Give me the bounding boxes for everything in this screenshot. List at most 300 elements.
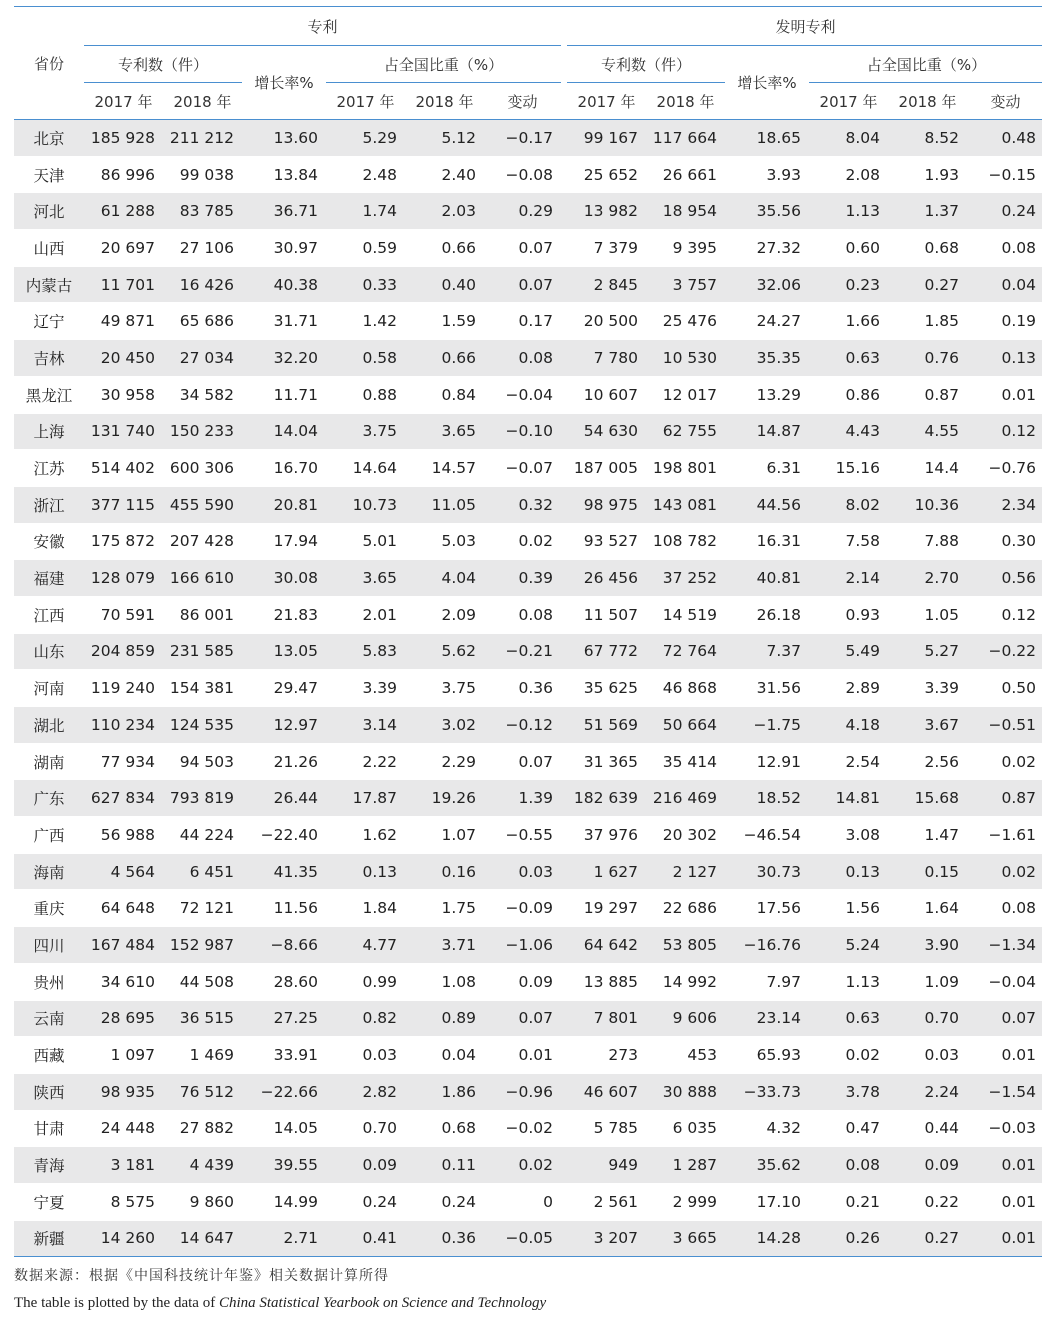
cell-share-change: −0.02 bbox=[484, 1110, 561, 1147]
cell-share-change: 0.08 bbox=[484, 596, 561, 633]
cell-share-2017: 0.99 bbox=[326, 963, 405, 1000]
cell-province: 河南 bbox=[14, 670, 84, 707]
cell-count-2017: 167 484 bbox=[84, 927, 163, 964]
cell-inv-growth: 31.56 bbox=[725, 670, 809, 707]
cell-count-2017: 204 859 bbox=[84, 633, 163, 670]
cell-inv-share-2017: 4.43 bbox=[809, 413, 888, 450]
cell-count-2017: 128 079 bbox=[84, 560, 163, 597]
cell-inv-share-change: 0.13 bbox=[967, 340, 1042, 377]
cell-inv-share-change: 0.01 bbox=[967, 1183, 1042, 1220]
cell-inv-growth: 35.35 bbox=[725, 340, 809, 377]
table-row bbox=[14, 523, 1042, 560]
cell-inv-share-2017: 0.23 bbox=[809, 266, 888, 303]
cell-share-2018: 2.03 bbox=[405, 193, 484, 230]
header-inv-growth: 增长率% bbox=[725, 46, 809, 120]
cell-province: 内蒙古 bbox=[14, 266, 84, 303]
cell-count-2017: 56 988 bbox=[84, 817, 163, 854]
cell-share-2018: 0.89 bbox=[405, 1000, 484, 1037]
cell-inv-share-change: 0.19 bbox=[967, 303, 1042, 340]
cell-share-2018: 1.08 bbox=[405, 963, 484, 1000]
table-row bbox=[14, 120, 1042, 157]
cell-inv-growth: 7.37 bbox=[725, 633, 809, 670]
cell-province: 山东 bbox=[14, 633, 84, 670]
cell-inv-share-change: −0.51 bbox=[967, 707, 1042, 744]
cell-inv-count-2018: 18 954 bbox=[646, 193, 725, 230]
cell-share-2017: 14.64 bbox=[326, 450, 405, 487]
cell-share-2018: 2.40 bbox=[405, 156, 484, 193]
cell-count-2018: 793 819 bbox=[163, 780, 242, 817]
cell-inv-share-2017: 2.14 bbox=[809, 560, 888, 597]
cell-inv-share-2017: 2.08 bbox=[809, 156, 888, 193]
cell-share-2018: 1.07 bbox=[405, 817, 484, 854]
cell-growth: 27.25 bbox=[242, 1000, 326, 1037]
cell-count-2017: 30 958 bbox=[84, 376, 163, 413]
cell-count-2017: 14 260 bbox=[84, 1220, 163, 1257]
cell-inv-share-2017: 0.26 bbox=[809, 1220, 888, 1257]
table-row bbox=[14, 707, 1042, 744]
cell-share-change: 0.17 bbox=[484, 303, 561, 340]
cell-province: 天津 bbox=[14, 156, 84, 193]
table-row bbox=[14, 376, 1042, 413]
cell-inv-count-2018: 216 469 bbox=[646, 780, 725, 817]
cell-inv-share-2017: 14.81 bbox=[809, 780, 888, 817]
cell-inv-share-2017: 8.02 bbox=[809, 486, 888, 523]
cell-growth: 33.91 bbox=[242, 1037, 326, 1074]
cell-inv-count-2017: 46 607 bbox=[567, 1073, 646, 1110]
cell-inv-share-2018: 1.93 bbox=[888, 156, 967, 193]
cell-inv-count-2018: 30 888 bbox=[646, 1073, 725, 1110]
patent-table bbox=[14, 6, 1042, 1257]
cell-inv-count-2018: 37 252 bbox=[646, 560, 725, 597]
header-change: 变动 bbox=[484, 83, 561, 120]
cell-inv-share-2017: 5.49 bbox=[809, 633, 888, 670]
cell-share-change: −0.55 bbox=[484, 817, 561, 854]
cell-share-2018: 0.11 bbox=[405, 1147, 484, 1184]
cell-share-2017: 3.75 bbox=[326, 413, 405, 450]
cell-inv-share-2018: 3.67 bbox=[888, 707, 967, 744]
header-inv-share-2017: 2017 年 bbox=[809, 83, 888, 120]
cell-province: 浙江 bbox=[14, 486, 84, 523]
cell-count-2017: 77 934 bbox=[84, 743, 163, 780]
cell-inv-count-2017: 51 569 bbox=[567, 707, 646, 744]
cell-inv-share-2018: 1.64 bbox=[888, 890, 967, 927]
cell-share-change: −0.17 bbox=[484, 120, 561, 157]
cell-share-2017: 5.83 bbox=[326, 633, 405, 670]
cell-inv-growth: 65.93 bbox=[725, 1037, 809, 1074]
cell-share-change: 0.36 bbox=[484, 670, 561, 707]
cell-share-2017: 0.41 bbox=[326, 1220, 405, 1257]
cell-growth: 41.35 bbox=[242, 853, 326, 890]
cell-share-2017: 0.58 bbox=[326, 340, 405, 377]
cell-count-2018: 124 535 bbox=[163, 707, 242, 744]
cell-count-2017: 70 591 bbox=[84, 596, 163, 633]
cell-inv-count-2017: 7 801 bbox=[567, 1000, 646, 1037]
cell-inv-count-2017: 19 297 bbox=[567, 890, 646, 927]
cell-inv-share-change: −1.34 bbox=[967, 927, 1042, 964]
cell-inv-share-change: −1.61 bbox=[967, 817, 1042, 854]
cell-inv-share-2018: 1.85 bbox=[888, 303, 967, 340]
cell-inv-share-2017: 1.66 bbox=[809, 303, 888, 340]
cell-share-2017: 2.01 bbox=[326, 596, 405, 633]
cell-share-2018: 5.62 bbox=[405, 633, 484, 670]
cell-inv-count-2018: 62 755 bbox=[646, 413, 725, 450]
cell-inv-growth: 12.91 bbox=[725, 743, 809, 780]
cell-share-2018: 0.84 bbox=[405, 376, 484, 413]
cell-share-change: 0.09 bbox=[484, 963, 561, 1000]
cell-province: 福建 bbox=[14, 560, 84, 597]
cell-share-2017: 1.62 bbox=[326, 817, 405, 854]
cell-count-2018: 207 428 bbox=[163, 523, 242, 560]
table-row bbox=[14, 1000, 1042, 1037]
cell-growth: 11.56 bbox=[242, 890, 326, 927]
cell-inv-count-2018: 143 081 bbox=[646, 486, 725, 523]
header-growth: 增长率% bbox=[242, 46, 326, 120]
cell-count-2018: 16 426 bbox=[163, 266, 242, 303]
cell-province: 辽宁 bbox=[14, 303, 84, 340]
cell-share-2017: 0.70 bbox=[326, 1110, 405, 1147]
cell-inv-count-2018: 453 bbox=[646, 1037, 725, 1074]
cell-inv-count-2017: 31 365 bbox=[567, 743, 646, 780]
cell-share-2017: 5.01 bbox=[326, 523, 405, 560]
cell-province: 广西 bbox=[14, 817, 84, 854]
cell-share-change: 0.01 bbox=[484, 1037, 561, 1074]
cell-inv-count-2018: 53 805 bbox=[646, 927, 725, 964]
table-row bbox=[14, 890, 1042, 927]
table-row bbox=[14, 743, 1042, 780]
cell-inv-count-2018: 25 476 bbox=[646, 303, 725, 340]
cell-share-change: 1.39 bbox=[484, 780, 561, 817]
cell-count-2018: 36 515 bbox=[163, 1000, 242, 1037]
cell-inv-share-2017: 0.60 bbox=[809, 230, 888, 267]
cell-inv-share-change: 0.12 bbox=[967, 596, 1042, 633]
cell-share-change: 0.02 bbox=[484, 523, 561, 560]
cell-inv-count-2018: 72 764 bbox=[646, 633, 725, 670]
cell-inv-growth: −46.54 bbox=[725, 817, 809, 854]
cell-inv-share-2018: 1.09 bbox=[888, 963, 967, 1000]
cell-inv-share-2018: 2.24 bbox=[888, 1073, 967, 1110]
cell-count-2017: 627 834 bbox=[84, 780, 163, 817]
table-row bbox=[14, 266, 1042, 303]
table-container bbox=[14, 6, 1037, 1312]
cell-inv-share-2017: 0.63 bbox=[809, 340, 888, 377]
cell-share-2017: 4.77 bbox=[326, 927, 405, 964]
cell-inv-count-2017: 2 561 bbox=[567, 1183, 646, 1220]
cell-inv-share-2018: 10.36 bbox=[888, 486, 967, 523]
cell-growth: 17.94 bbox=[242, 523, 326, 560]
cell-inv-share-2017: 8.04 bbox=[809, 120, 888, 157]
cell-inv-share-change: −0.03 bbox=[967, 1110, 1042, 1147]
cell-inv-growth: 13.29 bbox=[725, 376, 809, 413]
cell-share-2018: 11.05 bbox=[405, 486, 484, 523]
cell-inv-count-2017: 98 975 bbox=[567, 486, 646, 523]
table-row bbox=[14, 193, 1042, 230]
cell-inv-growth: 32.06 bbox=[725, 266, 809, 303]
cell-inv-count-2017: 93 527 bbox=[567, 523, 646, 560]
cell-share-2017: 1.84 bbox=[326, 890, 405, 927]
cell-inv-growth: 17.10 bbox=[725, 1183, 809, 1220]
cell-share-change: 0.03 bbox=[484, 853, 561, 890]
cell-count-2018: 44 224 bbox=[163, 817, 242, 854]
cell-share-change: −0.12 bbox=[484, 707, 561, 744]
cell-inv-share-2018: 1.37 bbox=[888, 193, 967, 230]
cell-province: 吉林 bbox=[14, 340, 84, 377]
cell-inv-count-2017: 273 bbox=[567, 1037, 646, 1074]
cell-inv-share-change: −0.76 bbox=[967, 450, 1042, 487]
cell-share-2017: 5.29 bbox=[326, 120, 405, 157]
cell-inv-count-2018: 14 992 bbox=[646, 963, 725, 1000]
cell-inv-share-change: 0.07 bbox=[967, 1000, 1042, 1037]
cell-growth: 40.38 bbox=[242, 266, 326, 303]
cell-share-2017: 0.03 bbox=[326, 1037, 405, 1074]
cell-province: 青海 bbox=[14, 1147, 84, 1184]
cell-inv-share-2017: 7.58 bbox=[809, 523, 888, 560]
cell-count-2017: 11 701 bbox=[84, 266, 163, 303]
cell-inv-share-change: 0.50 bbox=[967, 670, 1042, 707]
cell-inv-count-2017: 54 630 bbox=[567, 413, 646, 450]
cell-inv-share-change: 0.01 bbox=[967, 1037, 1042, 1074]
cell-share-2017: 0.88 bbox=[326, 376, 405, 413]
cell-inv-count-2018: 50 664 bbox=[646, 707, 725, 744]
header-share-2017: 2017 年 bbox=[326, 83, 405, 120]
cell-growth: 32.20 bbox=[242, 340, 326, 377]
cell-count-2017: 514 402 bbox=[84, 450, 163, 487]
cell-inv-growth: 16.31 bbox=[725, 523, 809, 560]
cell-share-2017: 0.24 bbox=[326, 1183, 405, 1220]
cell-count-2018: 44 508 bbox=[163, 963, 242, 1000]
cell-inv-share-2018: 5.27 bbox=[888, 633, 967, 670]
cell-inv-count-2017: 37 976 bbox=[567, 817, 646, 854]
cell-inv-count-2018: 35 414 bbox=[646, 743, 725, 780]
header-inv-2018: 2018 年 bbox=[646, 83, 725, 120]
cell-share-2017: 10.73 bbox=[326, 486, 405, 523]
cell-inv-count-2018: 2 127 bbox=[646, 853, 725, 890]
cell-inv-growth: −1.75 bbox=[725, 707, 809, 744]
cell-growth: 21.83 bbox=[242, 596, 326, 633]
cell-share-2017: 3.65 bbox=[326, 560, 405, 597]
cell-inv-growth: 18.52 bbox=[725, 780, 809, 817]
cell-inv-share-2018: 0.27 bbox=[888, 266, 967, 303]
cell-province: 江苏 bbox=[14, 450, 84, 487]
cell-count-2017: 3 181 bbox=[84, 1147, 163, 1184]
cell-inv-growth: 4.32 bbox=[725, 1110, 809, 1147]
cell-inv-share-2017: 0.93 bbox=[809, 596, 888, 633]
cell-inv-share-2018: 0.09 bbox=[888, 1147, 967, 1184]
cell-share-change: 0.02 bbox=[484, 1147, 561, 1184]
cell-inv-growth: 6.31 bbox=[725, 450, 809, 487]
cell-count-2018: 6 451 bbox=[163, 853, 242, 890]
cell-inv-count-2017: 7 780 bbox=[567, 340, 646, 377]
cell-inv-count-2018: 46 868 bbox=[646, 670, 725, 707]
cell-count-2017: 28 695 bbox=[84, 1000, 163, 1037]
table-row bbox=[14, 340, 1042, 377]
cell-growth: −8.66 bbox=[242, 927, 326, 964]
cell-growth: 28.60 bbox=[242, 963, 326, 1000]
table-row bbox=[14, 780, 1042, 817]
cell-count-2018: 4 439 bbox=[163, 1147, 242, 1184]
cell-growth: 26.44 bbox=[242, 780, 326, 817]
cell-inv-count-2018: 12 017 bbox=[646, 376, 725, 413]
cell-count-2018: 99 038 bbox=[163, 156, 242, 193]
cell-inv-growth: 23.14 bbox=[725, 1000, 809, 1037]
cell-inv-share-2017: 0.08 bbox=[809, 1147, 888, 1184]
cell-inv-growth: 17.56 bbox=[725, 890, 809, 927]
cell-growth: 2.71 bbox=[242, 1220, 326, 1257]
cell-inv-growth: −33.73 bbox=[725, 1073, 809, 1110]
table-row bbox=[14, 303, 1042, 340]
cell-growth: 31.71 bbox=[242, 303, 326, 340]
cell-share-2017: 3.14 bbox=[326, 707, 405, 744]
cell-share-2018: 5.12 bbox=[405, 120, 484, 157]
cell-share-change: 0.32 bbox=[484, 486, 561, 523]
table-body bbox=[14, 120, 1042, 1257]
cell-share-2018: 0.66 bbox=[405, 230, 484, 267]
cell-inv-count-2018: 108 782 bbox=[646, 523, 725, 560]
cell-count-2018: 455 590 bbox=[163, 486, 242, 523]
cell-share-2017: 2.22 bbox=[326, 743, 405, 780]
cell-share-2018: 14.57 bbox=[405, 450, 484, 487]
cell-inv-share-2018: 2.70 bbox=[888, 560, 967, 597]
table-row bbox=[14, 817, 1042, 854]
cell-inv-share-change: −0.22 bbox=[967, 633, 1042, 670]
cell-inv-count-2017: 949 bbox=[567, 1147, 646, 1184]
cell-count-2018: 9 860 bbox=[163, 1183, 242, 1220]
cell-inv-share-2018: 0.22 bbox=[888, 1183, 967, 1220]
cell-share-2018: 0.24 bbox=[405, 1183, 484, 1220]
cell-inv-count-2018: 9 606 bbox=[646, 1000, 725, 1037]
cell-inv-share-2017: 1.56 bbox=[809, 890, 888, 927]
cell-inv-share-2018: 0.27 bbox=[888, 1220, 967, 1257]
cell-inv-growth: 26.18 bbox=[725, 596, 809, 633]
cell-inv-share-2018: 7.88 bbox=[888, 523, 967, 560]
cell-inv-count-2017: 67 772 bbox=[567, 633, 646, 670]
cell-count-2018: 27 034 bbox=[163, 340, 242, 377]
cell-inv-count-2017: 10 607 bbox=[567, 376, 646, 413]
cell-share-2017: 3.39 bbox=[326, 670, 405, 707]
cell-share-2018: 2.29 bbox=[405, 743, 484, 780]
cell-inv-share-2018: 0.70 bbox=[888, 1000, 967, 1037]
source-note-en-prefix: The table is plotted by the data of bbox=[14, 1295, 219, 1312]
cell-share-2018: 5.03 bbox=[405, 523, 484, 560]
cell-share-2017: 0.13 bbox=[326, 853, 405, 890]
cell-inv-share-2018: 0.76 bbox=[888, 340, 967, 377]
cell-count-2017: 4 564 bbox=[84, 853, 163, 890]
cell-count-2018: 211 212 bbox=[163, 120, 242, 157]
cell-inv-count-2017: 3 207 bbox=[567, 1220, 646, 1257]
cell-province: 北京 bbox=[14, 120, 84, 157]
cell-inv-growth: 24.27 bbox=[725, 303, 809, 340]
cell-inv-growth: 40.81 bbox=[725, 560, 809, 597]
cell-share-change: −0.05 bbox=[484, 1220, 561, 1257]
cell-share-2018: 0.40 bbox=[405, 266, 484, 303]
cell-inv-count-2017: 25 652 bbox=[567, 156, 646, 193]
cell-inv-share-2018: 1.05 bbox=[888, 596, 967, 633]
cell-inv-count-2017: 64 642 bbox=[567, 927, 646, 964]
cell-inv-share-2018: 8.52 bbox=[888, 120, 967, 157]
table-row bbox=[14, 1220, 1042, 1257]
cell-share-change: −0.08 bbox=[484, 156, 561, 193]
table-row bbox=[14, 1073, 1042, 1110]
cell-growth: 21.26 bbox=[242, 743, 326, 780]
cell-count-2018: 94 503 bbox=[163, 743, 242, 780]
cell-inv-growth: 35.62 bbox=[725, 1147, 809, 1184]
cell-inv-share-2018: 3.90 bbox=[888, 927, 967, 964]
cell-count-2018: 86 001 bbox=[163, 596, 242, 633]
cell-province: 黑龙江 bbox=[14, 376, 84, 413]
cell-inv-share-change: −0.04 bbox=[967, 963, 1042, 1000]
table-row bbox=[14, 927, 1042, 964]
cell-count-2017: 24 448 bbox=[84, 1110, 163, 1147]
cell-inv-count-2017: 1 627 bbox=[567, 853, 646, 890]
cell-inv-count-2018: 3 757 bbox=[646, 266, 725, 303]
cell-province: 海南 bbox=[14, 853, 84, 890]
cell-share-2018: 2.09 bbox=[405, 596, 484, 633]
cell-share-change: −1.06 bbox=[484, 927, 561, 964]
cell-inv-share-2017: 2.89 bbox=[809, 670, 888, 707]
cell-share-2017: 0.59 bbox=[326, 230, 405, 267]
cell-share-2017: 1.74 bbox=[326, 193, 405, 230]
cell-inv-count-2018: 9 395 bbox=[646, 230, 725, 267]
cell-share-2017: 0.82 bbox=[326, 1000, 405, 1037]
cell-inv-share-2018: 0.44 bbox=[888, 1110, 967, 1147]
header-province: 省份 bbox=[14, 7, 84, 120]
cell-inv-growth: 14.28 bbox=[725, 1220, 809, 1257]
header-2017: 2017 年 bbox=[84, 83, 163, 120]
cell-inv-count-2018: 2 999 bbox=[646, 1183, 725, 1220]
table-row bbox=[14, 413, 1042, 450]
cell-inv-growth: 14.87 bbox=[725, 413, 809, 450]
cell-count-2018: 154 381 bbox=[163, 670, 242, 707]
cell-province: 西藏 bbox=[14, 1037, 84, 1074]
table-row bbox=[14, 156, 1042, 193]
cell-count-2018: 231 585 bbox=[163, 633, 242, 670]
cell-inv-share-2017: 3.78 bbox=[809, 1073, 888, 1110]
cell-province: 安徽 bbox=[14, 523, 84, 560]
table-row bbox=[14, 596, 1042, 633]
cell-inv-count-2017: 5 785 bbox=[567, 1110, 646, 1147]
header-share: 占全国比重（%） bbox=[326, 46, 561, 83]
cell-share-change: −0.04 bbox=[484, 376, 561, 413]
cell-inv-share-2018: 14.4 bbox=[888, 450, 967, 487]
table-row bbox=[14, 1037, 1042, 1074]
cell-growth: 11.71 bbox=[242, 376, 326, 413]
table-row bbox=[14, 633, 1042, 670]
cell-inv-count-2017: 13 982 bbox=[567, 193, 646, 230]
cell-share-change: −0.10 bbox=[484, 413, 561, 450]
cell-inv-share-change: 0.48 bbox=[967, 120, 1042, 157]
cell-growth: 30.08 bbox=[242, 560, 326, 597]
cell-share-change: 0.07 bbox=[484, 743, 561, 780]
cell-inv-count-2017: 26 456 bbox=[567, 560, 646, 597]
cell-inv-count-2017: 187 005 bbox=[567, 450, 646, 487]
cell-count-2017: 49 871 bbox=[84, 303, 163, 340]
cell-inv-growth: 30.73 bbox=[725, 853, 809, 890]
cell-growth: 13.05 bbox=[242, 633, 326, 670]
cell-province: 新疆 bbox=[14, 1220, 84, 1257]
cell-inv-count-2017: 13 885 bbox=[567, 963, 646, 1000]
cell-inv-count-2017: 35 625 bbox=[567, 670, 646, 707]
cell-share-change: −0.09 bbox=[484, 890, 561, 927]
cell-inv-share-2018: 0.03 bbox=[888, 1037, 967, 1074]
cell-inv-count-2018: 3 665 bbox=[646, 1220, 725, 1257]
cell-count-2018: 166 610 bbox=[163, 560, 242, 597]
cell-inv-share-change: −1.54 bbox=[967, 1073, 1042, 1110]
cell-count-2018: 152 987 bbox=[163, 927, 242, 964]
cell-share-2018: 3.65 bbox=[405, 413, 484, 450]
cell-province: 湖南 bbox=[14, 743, 84, 780]
cell-growth: 30.97 bbox=[242, 230, 326, 267]
cell-share-2018: 1.86 bbox=[405, 1073, 484, 1110]
cell-share-change: −0.07 bbox=[484, 450, 561, 487]
